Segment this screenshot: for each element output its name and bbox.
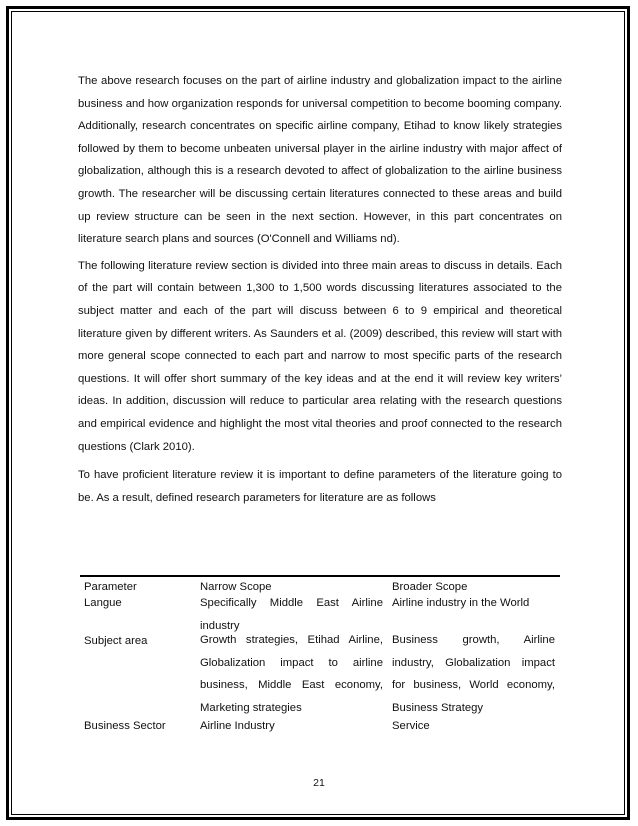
cell-broader-subject-area: Business growth, Airline industry, Globalization impact for business, World economy, Business Strategy [392, 634, 555, 714]
header-parameter: Parameter [84, 581, 137, 593]
cell-param-langue: Langue [84, 597, 122, 609]
paragraph-review-structure: The following literature review section is divided into three main areas to discuss in details. Each of the part will contain between 1,300 to 1,500 words discussing literatures associated to the subject matter and each of the part will discuss between 6 to 9 empirical and theoretical literature given by different writers. As Saunders et al. (2009) described, this review will start with more general scope connected to each part and narrow to most specific parts of the research questions. It will offer short summary of the key ideas and at the end it will review key writers’ ideas. In addition, discussion will reduce to particular area relating with the research questions and empirical evidence and highlight the most vital theories and proof connected to the research questions (Clark 2010). [78, 259, 562, 453]
document-body [78, 70, 562, 509]
cell-narrow-langue: Specifically Middle East Airline industry [200, 597, 383, 632]
paragraph-research-focus: The above research focuses on the part of airline industry and globalization impact to the airline business and how organization responds for universal competition to become booming company. Additionally, research concentrates on specific airline company, Etihad to know likely strategies followed by them to become unbeaten universal player in the airline industry with major affect of globalization, although this is a research devoted to affect of globalization to the airline business growth. The researcher will be discussing certain literatures connected to these areas and build up review structure can be seen in the next section. However, in this part concentrates on literature search plans and sources (O'Connell and Williams nd). [78, 75, 562, 246]
cell-broader-langue: Airline industry in the World [392, 597, 530, 609]
cell-param-subject-area: Subject area [84, 635, 148, 647]
header-narrow-scope: Narrow Scope [200, 581, 272, 593]
cell-narrow-subject-area: Growth strategies, Etihad Airline, Globalization impact to airline business, Middle East economy, Marketing strategies [200, 634, 383, 714]
cell-narrow-business-sector: Airline Industry [200, 720, 275, 732]
parameters-table [80, 575, 560, 732]
paragraph-parameters-intro: To have proficient literature review it is important to define parameters of the literature going to be. As a result, defined research parameters for literature are as follows [78, 469, 562, 504]
page-number: 21 [313, 777, 325, 789]
cell-param-business-sector: Business Sector [84, 720, 166, 732]
header-broader-scope: Broader Scope [392, 581, 468, 593]
cell-broader-business-sector: Service [392, 720, 430, 732]
